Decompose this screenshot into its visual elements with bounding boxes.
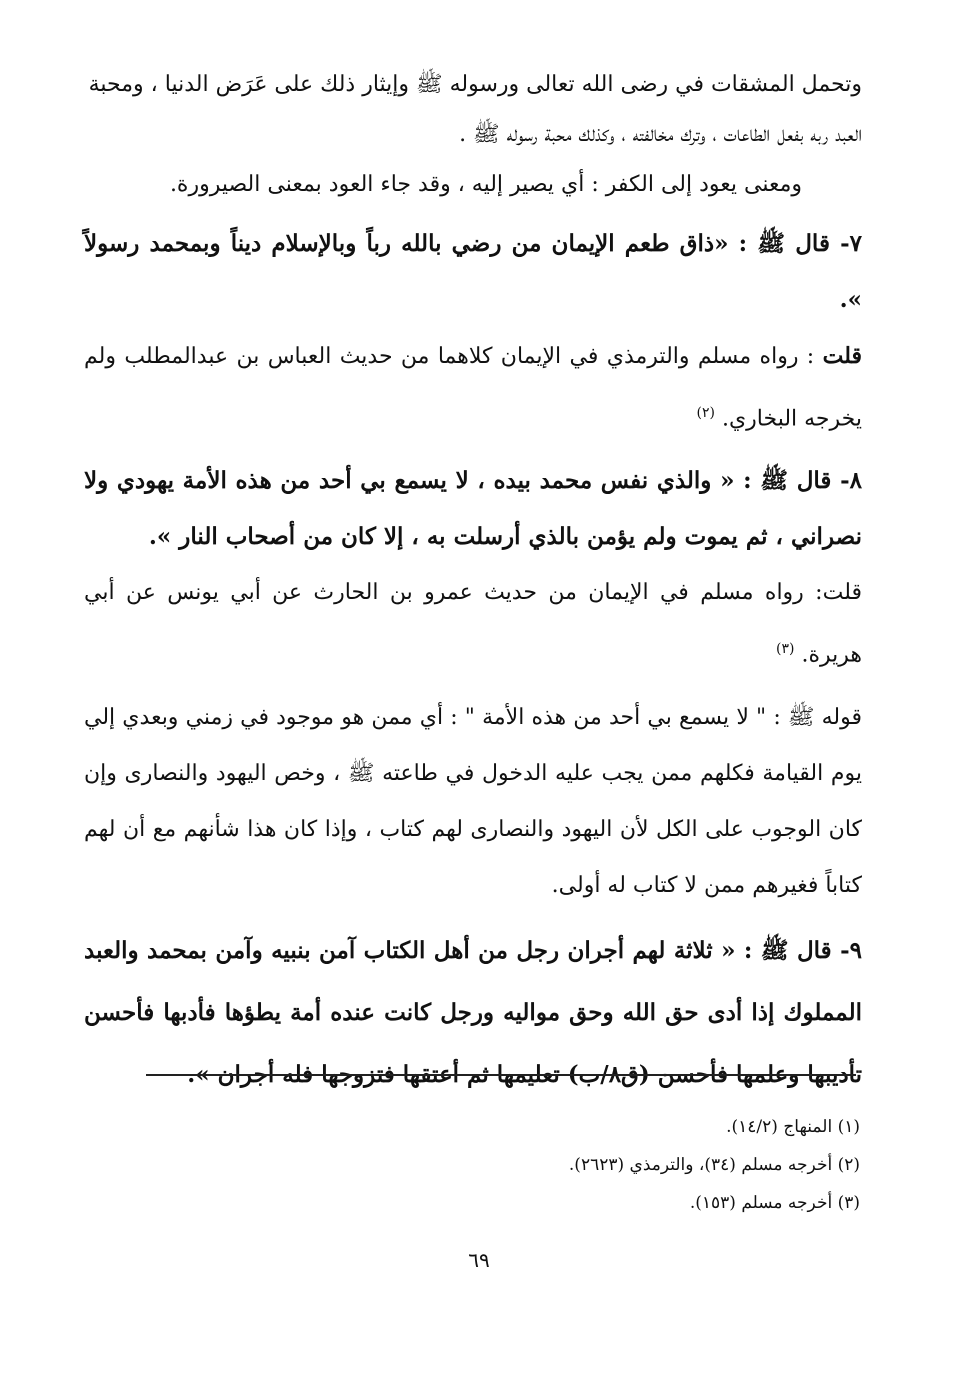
- footnote-ref-2: (٢): [696, 405, 715, 421]
- note-return-definition: ومعنى يعود إلى الكفر : أي يصير إليه ، وقد جاء العود بمعنى الصيرورة.: [169, 172, 802, 197]
- page-number: ٦٩: [468, 1248, 490, 1272]
- footnotes: [160, 1108, 860, 1222]
- commentary-7-label: قلت: [822, 343, 863, 369]
- commentary-7: [84, 328, 862, 447]
- commentary-7-text: : رواه مسلم والترمذي في الإيمان كلاهما من حديث العباس بن عبدالمطلب ولم يخرجه البخاري.: [84, 344, 862, 432]
- intro-line-2: العبد ربه بفعل الطاعات ، وترك مخالفته ، وكذلك محبة رسوله ﷺ .: [459, 122, 862, 147]
- intro-line-1: وتحمل المشقات في رضى الله تعالى ورسوله ﷺ وإيثار ذلك على عَرَض الدنيا ، ومحبة: [88, 72, 862, 97]
- footnote-divider: [146, 1074, 856, 1076]
- footnote-1: (١) المنهاج (١٤/٢).: [726, 1117, 860, 1137]
- footnote-2: (٢) أخرجه مسلم (٣٤)، والترمذي (٢٦٢٣).: [568, 1155, 860, 1175]
- hadith-9: ٩- قال ﷺ : « ثلاثة لهم أجران رجل من أهل الكتاب آمن بنبيه وآمن بمحمد والعبد المملوك إذا أدى حق الله وحق مواليه ورجل كانت عنده أمة يطؤها فأدبها فأحسن تأديبها وعلمها فأحسن (ق٨/ب) تعليمها ثم أعتقها فتزوجها فله أجران ».: [84, 936, 862, 1088]
- commentary-8-text: قلت: رواه مسلم في الإيمان من حديث عمرو بن الحارث عن أبي يونس عن أبي هريرة.: [84, 580, 862, 668]
- commentary-8: [84, 565, 862, 683]
- hadith-7: ٧- قال ﷺ : «ذاق طعم الإيمان من رضي بالله رباً وبالإسلام ديناً وبمحمد رسولاً ».: [84, 230, 862, 313]
- explanation-paragraph: قوله ﷺ : " لا يسمع بي أحد من هذه الأمة " : أي ممن هو موجود في زمني وبعدي إلي يوم القيامة فكلهم ممن يجب عليه الدخول في طاعته ﷺ ، وخص اليهود والنصارى وإن كان الوجوب على الكل لأن اليهود والنصارى لهم كتاب ، وإذا كان هذا شأنهم مع أن لهم كتاباً فغيرهم ممن لا كتاب له أولى.: [84, 704, 862, 898]
- hadith-8: ٨- قال ﷺ : « والذي نفس محمد بيده ، لا يسمع بي أحد من هذه الأمة يهودي ولا نصراني ، ثم يموت ولم يؤمن بالذي أرسلت به ، إلا كان من أصحاب النار ».: [84, 467, 862, 551]
- footnote-ref-3: (٣): [776, 641, 795, 658]
- footnote-3: (٣) أخرجه مسلم (١٥٣).: [689, 1193, 860, 1213]
